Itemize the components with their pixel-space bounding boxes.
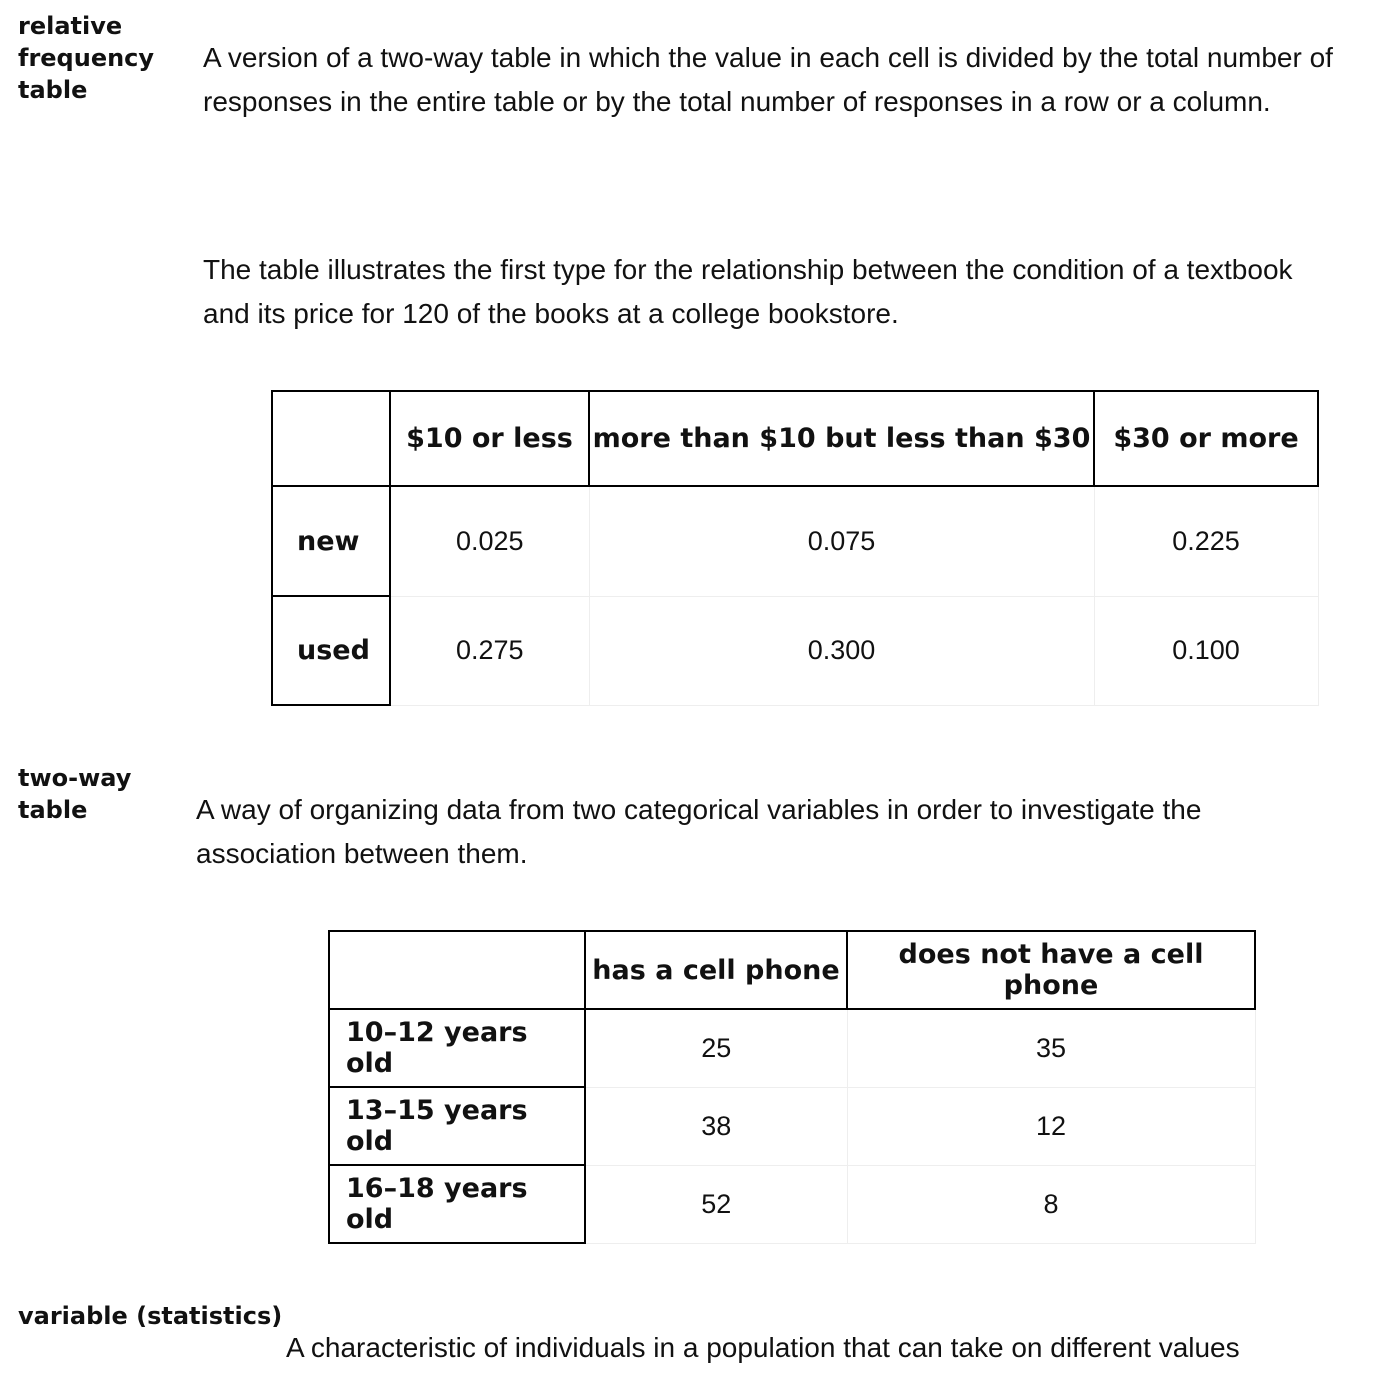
table-header: does not have a cell phone [847, 931, 1255, 1009]
table-cell: 12 [847, 1087, 1255, 1165]
row-label: 10–12 years old [329, 1009, 585, 1087]
table-row [329, 1087, 1255, 1165]
table-cell: 38 [585, 1087, 847, 1165]
term-line: two-way [18, 764, 132, 792]
table-header: $10 or less [390, 391, 589, 486]
row-label: new [272, 486, 390, 596]
table-cell: 0.025 [390, 486, 589, 596]
definition-variable-statistics: A characteristic of individuals in a population that can take on different values [286, 1332, 1240, 1363]
two-way-table [328, 930, 1256, 1244]
term-relative-frequency-table [18, 10, 154, 106]
note-relative-frequency-table: The table illustrates the first type for the relationship between the condition of a textbook and its price for 120 of the books at a college bookstore. [203, 254, 1293, 329]
definition-relative-frequency-table: A version of a two-way table in which the value in each cell is divided by the total number of responses in the entire table or by the total number of responses in a row or a column. [203, 42, 1333, 117]
definition-two-way-table: A way of organizing data from two categorical variables in order to investigate the association between them. [196, 794, 1202, 869]
table-cell: 0.300 [589, 596, 1094, 705]
term-line: variable (statistics) [18, 1302, 283, 1330]
table-cell: 0.225 [1094, 486, 1318, 596]
term-two-way-table [18, 762, 131, 826]
table-cell: 8 [847, 1165, 1255, 1243]
table-cell: 0.275 [390, 596, 589, 705]
term-line: relative [18, 12, 123, 40]
table-header: more than $10 but less than $30 [589, 391, 1094, 486]
row-label: 16–18 years old [329, 1165, 585, 1243]
table-header: $30 or more [1094, 391, 1318, 486]
table-row [329, 1009, 1255, 1087]
table-cell: 0.100 [1094, 596, 1318, 705]
table-row [272, 486, 1318, 596]
table-cell: 0.075 [589, 486, 1094, 596]
row-label: 13–15 years old [329, 1087, 585, 1165]
table-header-corner [329, 931, 585, 1009]
term-line: table [18, 76, 88, 104]
table-header-corner [272, 391, 390, 486]
table-row [272, 596, 1318, 705]
table-cell: 25 [585, 1009, 847, 1087]
term-line: frequency [18, 44, 155, 72]
term-variable-statistics [18, 1300, 282, 1332]
table-cell: 35 [847, 1009, 1255, 1087]
table-header: has a cell phone [585, 931, 847, 1009]
term-line: table [18, 796, 88, 824]
relative-frequency-table [271, 390, 1319, 706]
row-label: used [272, 596, 390, 705]
table-cell: 52 [585, 1165, 847, 1243]
table-row [329, 1165, 1255, 1243]
